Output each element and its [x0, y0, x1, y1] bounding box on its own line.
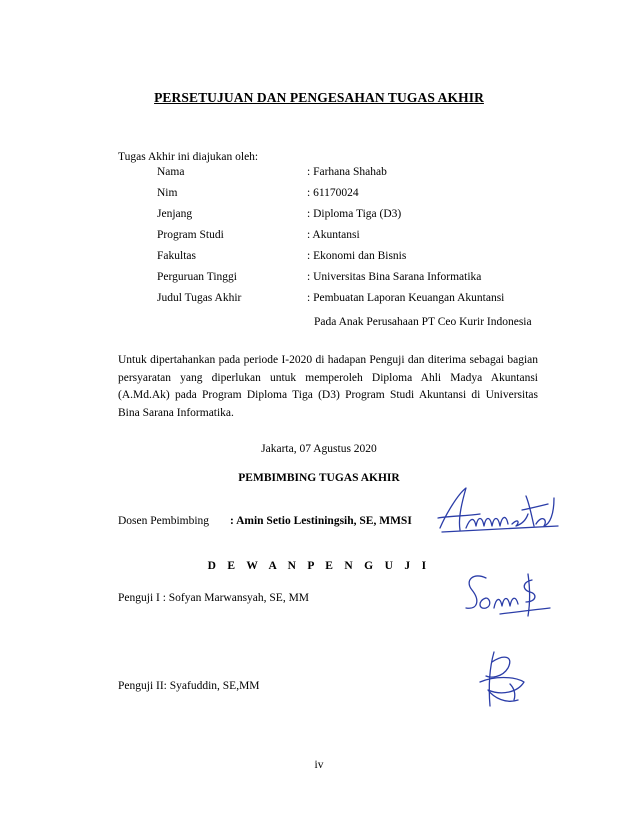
- field-label-nama: Nama: [157, 166, 185, 178]
- penguji-2-signature: [474, 648, 534, 710]
- penguji-2: Penguji II: Syafuddin, SE,MM: [118, 680, 260, 692]
- dewan-penguji-heading: D E W A N P E N G U J I: [207, 560, 431, 572]
- penguji-1: Penguji I : Sofyan Marwansyah, SE, MM: [118, 592, 310, 604]
- intro-text: Tugas Akhir ini diajukan oleh:: [118, 151, 259, 163]
- field-value-program-studi: : Akuntansi: [307, 229, 360, 241]
- field-value-perguruan-tinggi: : Universitas Bina Sarana Informatika: [307, 271, 482, 283]
- purpose-paragraph: Untuk dipertahankan pada periode I-2020 di hadapan Penguji dan diterima sebagai bagian persyaratan yang diperlukan untuk memperoleh Diploma Ahli Madya Akuntansi (A.Md.Ak) pada Program Diploma Tiga (D3) Program Studi Akuntansi di Universitas Bina Sarana Informatika.: [118, 354, 538, 419]
- field-label-fakultas: Fakultas: [157, 250, 196, 262]
- field-label-jenjang: Jenjang: [157, 208, 193, 220]
- dosen-name: : Amin Setio Lestiningsih, SE, MMSI: [230, 515, 412, 527]
- place-date: Jakarta, 07 Agustus 2020: [261, 443, 377, 455]
- field-label-program-studi: Program Studi: [157, 229, 224, 241]
- field-value-jenjang: : Diploma Tiga (D3): [307, 208, 402, 220]
- dosen-signature: [436, 484, 566, 536]
- field-value-judul: : Pembuatan Laporan Keuangan Akuntansi: [307, 292, 505, 304]
- penguji-1-signature: [460, 568, 555, 620]
- field-value-fakultas: : Ekonomi dan Bisnis: [307, 250, 407, 262]
- dosen-label: Dosen Pembimbing: [118, 515, 210, 527]
- field-value-nim: : 61170024: [307, 187, 359, 199]
- field-label-nim: Nim: [157, 187, 178, 199]
- document-title: PERSETUJUAN DAN PENGESAHAN TUGAS AKHIR: [154, 90, 484, 105]
- field-label-perguruan-tinggi: Perguruan Tinggi: [157, 271, 237, 283]
- pembimbing-heading: PEMBIMBING TUGAS AKHIR: [238, 472, 400, 484]
- field-value-judul-line2: Pada Anak Perusahaan PT Ceo Kurir Indonesia: [314, 316, 532, 328]
- page-number: iv: [314, 759, 324, 771]
- field-value-nama: : Farhana Shahab: [307, 166, 387, 178]
- field-label-judul: Judul Tugas Akhir: [157, 292, 242, 304]
